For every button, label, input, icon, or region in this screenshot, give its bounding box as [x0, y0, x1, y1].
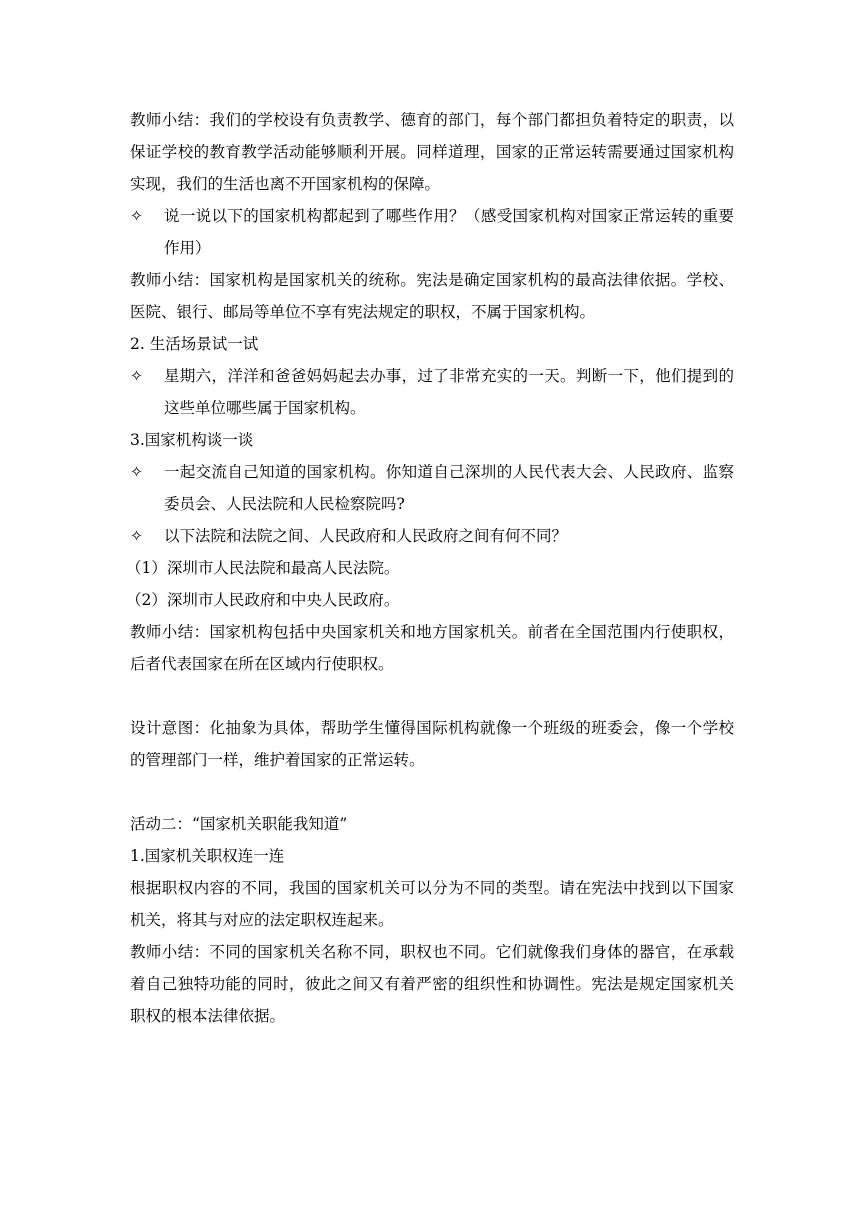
sub-item-2: （2）深圳市人民政府和中央人民政府。	[126, 591, 400, 609]
bullet-item-3	[130, 456, 734, 520]
diamond-bullet-icon: ✧	[130, 367, 143, 385]
diamond-bullet-icon: ✧	[130, 527, 143, 545]
activity-two-heading: 活动二：“国家机关职能我知道”	[130, 815, 348, 833]
teacher-summary-3: 教师小结：国家机构包括中央国家机关和地方国家机关。前者在全国范围内行使职权，后者代表国家在所在区域内行使职权。	[130, 623, 734, 673]
sub-item-1: （1）深圳市人民法院和最高人民法院。	[126, 559, 400, 577]
bullet-text: 星期六，洋洋和爸爸妈妈起去办事，过了非常充实的一天。判断一下，他们提到的这些单位哪些属于国家机构。	[164, 367, 734, 417]
instruction-paragraph: 根据职权内容的不同，我国的国家机关可以分为不同的类型。请在宪法中找到以下国家机关，将其与对应的法定职权连起来。	[130, 879, 734, 929]
design-intent: 设计意图：化抽象为具体，帮助学生懂得国际机构就像一个班级的班委会，像一个学校的管理部门一样，维护着国家的正常运转。	[130, 719, 734, 769]
section-heading-2: 2. 生活场景试一试	[130, 335, 259, 353]
bullet-text: 以下法院和法院之间、人民政府和人民政府之间有何不同？	[164, 527, 568, 545]
teacher-summary-1: 教师小结：我们的学校设有负责教学、德育的部门，每个部门都担负着特定的职责，以保证学校的教育教学活动能够顺利开展。同样道理，国家的正常运转需要通过国家机构实现，我们的生活也离不开国家机构的保障。	[130, 111, 734, 193]
bullet-item-1	[130, 200, 734, 264]
teacher-summary-2: 教师小结：国家机构是国家机关的统称。宪法是确定国家机构的最高法律依据。学校、医院、银行、邮局等单位不享有宪法规定的职权，不属于国家机构。	[130, 271, 734, 321]
spacer	[130, 680, 734, 712]
bullet-text: 说一说以下的国家机构都起到了哪些作用？（感受国家机构对国家正常运转的重要作用）	[164, 207, 734, 257]
section-heading-3: 3.国家机构谈一谈	[130, 431, 254, 449]
bullet-text: 一起交流自己知道的国家机构。你知道自己深圳的人民代表大会、人民政府、监察委员会、人民法院和人民检察院吗?	[164, 463, 734, 513]
subsection-heading-1: 1.国家机关职权连一连	[130, 847, 285, 865]
spacer	[130, 776, 734, 808]
bullet-item-4	[130, 520, 734, 552]
document-body	[126, 104, 734, 1032]
teacher-summary-4: 教师小结：不同的国家机关名称不同，职权也不同。它们就像我们身体的器官，在承载着自己独特功能的同时，彼此之间又有着严密的组织性和协调性。宪法是规定国家机关职权的根本法律依据。	[130, 943, 734, 1025]
diamond-bullet-icon: ✧	[130, 463, 143, 481]
diamond-bullet-icon: ✧	[130, 207, 143, 225]
bullet-item-2	[130, 360, 734, 424]
